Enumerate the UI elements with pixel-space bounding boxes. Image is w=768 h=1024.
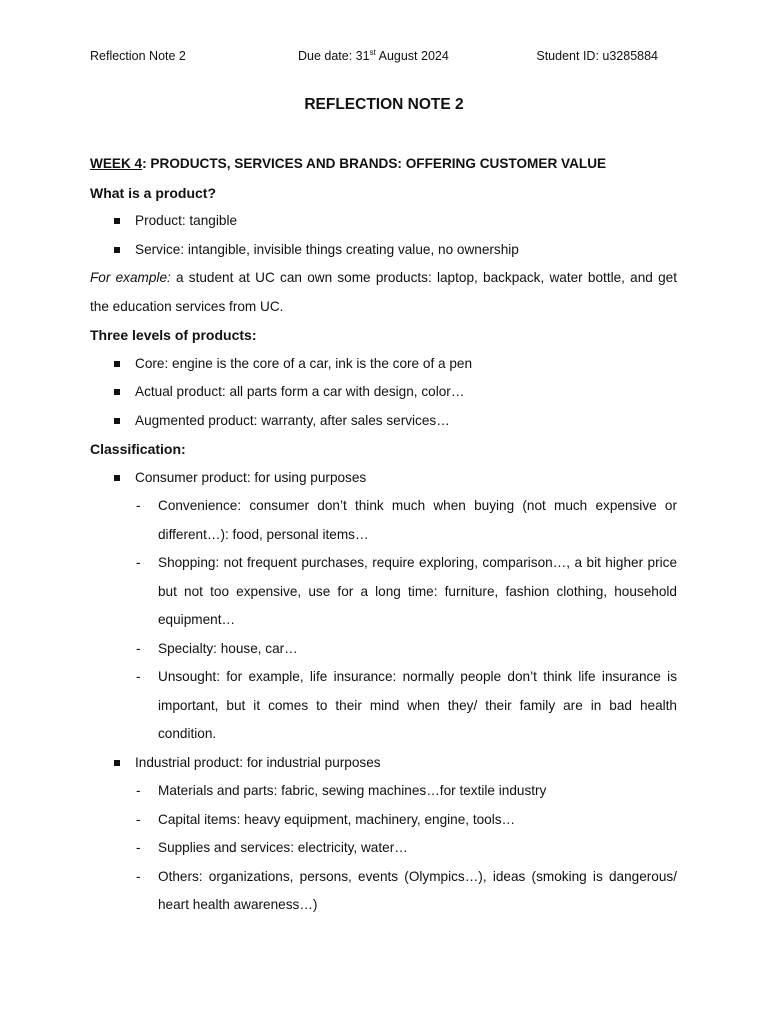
dash-item: - Unsought: for example, life insurance: normally people don’t think life insurance is important, but it comes to their mind when they/ their family are in bad health condition. <box>90 663 677 749</box>
bullet-item: Service: intangible, invisible things creating value, no ownership <box>90 236 677 265</box>
due-date-ordinal: st <box>369 48 376 57</box>
bullet-item-consumer-product: Consumer product: for using purposes <box>90 464 677 493</box>
dash-item: - Materials and parts: fabric, sewing machines…for textile industry <box>90 777 677 806</box>
dash-item: - Convenience: consumer don’t think much when buying (not much expensive or different…): food, personal items… <box>90 492 677 549</box>
header-note-title: Reflection Note 2 <box>90 49 186 63</box>
section-heading-levels: Three levels of products: <box>90 327 257 343</box>
dash-item: - Specialty: house, car… <box>90 635 677 664</box>
document-body <box>90 150 677 920</box>
bullet-item: Augmented product: warranty, after sales services… <box>90 407 677 436</box>
example-label: For example: <box>90 270 171 285</box>
dash-item: - Others: organizations, persons, events (Olympics…), ideas (smoking is dangerous/ heart health awareness…) <box>90 863 677 920</box>
due-date-suffix: August 2024 <box>375 49 449 63</box>
example-paragraph <box>90 264 677 321</box>
header-student-id: Student ID: u3285884 <box>536 49 658 63</box>
section-heading-what-is-product: What is a product? <box>90 184 216 201</box>
dash-item: - Capital items: heavy equipment, machinery, engine, tools… <box>90 806 677 835</box>
section-heading-classification: Classification: <box>90 441 186 457</box>
week-title: : PRODUCTS, SERVICES AND BRANDS: OFFERING CUSTOMER VALUE <box>142 156 607 171</box>
page-header <box>90 47 678 65</box>
bullet-item: Product: tangible <box>90 207 677 236</box>
page-title: REFLECTION NOTE 2 <box>304 96 464 113</box>
week-heading <box>90 150 677 179</box>
bullet-item-industrial-product: Industrial product: for industrial purposes <box>90 749 677 778</box>
bullet-item: Core: engine is the core of a car, ink is the core of a pen <box>90 350 677 379</box>
dash-item: - Shopping: not frequent purchases, require exploring, comparison…, a bit higher price but not too expensive, use for a long time: furniture, fashion clothing, household equipment… <box>90 549 677 635</box>
due-date-prefix: Due date: 31 <box>298 49 370 63</box>
header-due-date <box>298 47 449 65</box>
example-text: a student at UC can own some products: laptop, backpack, water bottle, and get the education services from UC. <box>90 270 677 314</box>
week-label: WEEK 4 <box>90 156 143 171</box>
bullet-item: Actual product: all parts form a car with design, color… <box>90 378 677 407</box>
dash-item: - Supplies and services: electricity, water… <box>90 834 677 863</box>
